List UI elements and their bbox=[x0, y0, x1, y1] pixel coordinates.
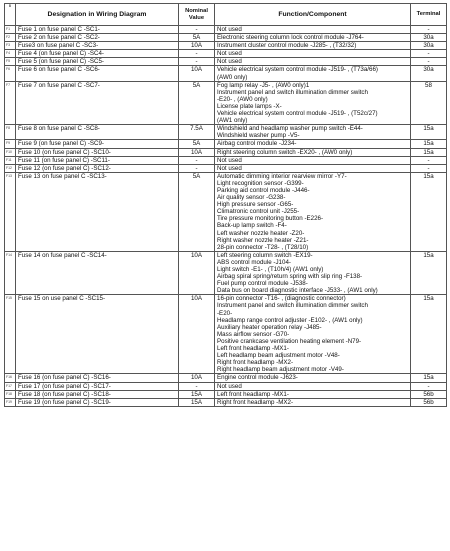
table-row bbox=[5, 164, 447, 172]
function-line: Fuel pump control module -J538- bbox=[217, 280, 308, 288]
function-line: Tire pressure monitoring button -E226- bbox=[217, 215, 324, 223]
row-function bbox=[215, 390, 411, 398]
row-terminal: - bbox=[411, 156, 447, 164]
row-function bbox=[215, 398, 411, 406]
table-row bbox=[5, 172, 447, 251]
row-designation: Fuse 11 (on fuse panel C) -SC11- bbox=[16, 156, 179, 164]
header-id: B bbox=[5, 4, 16, 26]
function-line: Right headlamp beam adjustment motor -V49- bbox=[217, 366, 344, 374]
function-line: Right front headlamp -MX2- bbox=[217, 398, 294, 406]
row-id: F11 bbox=[5, 156, 16, 164]
function-line: Not used bbox=[217, 50, 242, 58]
row-function bbox=[215, 148, 411, 156]
table-row bbox=[5, 50, 447, 58]
function-line: Engine control module -J623- bbox=[217, 374, 298, 382]
function-line: Fog lamp relay -J5- , (AW0 only)1 bbox=[217, 81, 310, 89]
row-id: F10 bbox=[5, 148, 16, 156]
row-terminal: 15a bbox=[411, 172, 447, 251]
row-nominal-value: 10A bbox=[179, 66, 215, 81]
function-line: -E20- , (AW0 only) bbox=[217, 95, 268, 103]
function-line: Left steering column switch -EX19- bbox=[217, 251, 313, 259]
row-nominal-value: - bbox=[179, 382, 215, 390]
function-line: Airbag spiral spring/return spring with slip ring -F138- bbox=[217, 273, 363, 281]
row-terminal: 30a bbox=[411, 66, 447, 81]
function-line: Parking aid control module -J446- bbox=[217, 186, 310, 194]
function-line: Positive crankcase ventilation heating element -N79- bbox=[217, 337, 362, 345]
row-designation: Fuse 9 (on fuse panel C) -SC9- bbox=[16, 140, 179, 148]
row-function bbox=[215, 58, 411, 66]
table-row bbox=[5, 251, 447, 295]
row-nominal-value: 10A bbox=[179, 251, 215, 295]
row-function bbox=[215, 374, 411, 382]
row-id: F15 bbox=[5, 295, 16, 374]
row-designation: Fuse 8 on fuse panel C -SC8- bbox=[16, 125, 179, 140]
row-designation: Fuse 13 on fuse panel C -SC13- bbox=[16, 172, 179, 251]
function-line: Right washer nozzle heater -Z21- bbox=[217, 236, 309, 244]
function-line: Left headlamp beam adjustment motor -V48- bbox=[217, 352, 340, 360]
row-terminal: - bbox=[411, 164, 447, 172]
function-line: Right steering column switch -EX20- , (AW0 only) bbox=[217, 148, 353, 156]
row-nominal-value: - bbox=[179, 26, 215, 34]
function-line: Instrument cluster control module -J285- , (T32/32) bbox=[217, 42, 357, 50]
row-id: F16 bbox=[5, 374, 16, 382]
row-id: F19 bbox=[5, 398, 16, 406]
function-line: Airbag control module -J234- bbox=[217, 140, 297, 148]
table-row bbox=[5, 42, 447, 50]
row-nominal-value: - bbox=[179, 50, 215, 58]
row-function bbox=[215, 382, 411, 390]
function-line: Right front headlamp -MX2- bbox=[217, 359, 294, 367]
row-designation: Fuse 6 on fuse panel C -SC6- bbox=[16, 66, 179, 81]
function-line: Vehicle electrical system control module -J519- , (T73a/66) bbox=[217, 66, 378, 74]
row-designation: Fuse 5 (on fuse panel C) -SC5- bbox=[16, 58, 179, 66]
row-terminal: 58 bbox=[411, 81, 447, 125]
row-designation: Fuse 14 on fuse panel C -SC14- bbox=[16, 251, 179, 295]
table-row bbox=[5, 374, 447, 382]
row-designation: Fuse 7 on fuse panel C -SC7- bbox=[16, 81, 179, 125]
row-id: F6 bbox=[5, 66, 16, 81]
row-function bbox=[215, 251, 411, 295]
table-row bbox=[5, 26, 447, 34]
table-row bbox=[5, 390, 447, 398]
function-line: -E20- bbox=[217, 309, 233, 317]
table-row bbox=[5, 140, 447, 148]
function-line: (AW0 only) bbox=[217, 73, 248, 81]
table-row bbox=[5, 66, 447, 81]
row-terminal: 15a bbox=[411, 125, 447, 140]
row-designation: Fuse3 on fuse panel C -SC3- bbox=[16, 42, 179, 50]
row-nominal-value: 5A bbox=[179, 172, 215, 251]
row-nominal-value: - bbox=[179, 164, 215, 172]
table-row bbox=[5, 382, 447, 390]
row-terminal: 15a bbox=[411, 140, 447, 148]
row-terminal: 15a bbox=[411, 295, 447, 374]
row-id: F9 bbox=[5, 140, 16, 148]
row-function bbox=[215, 50, 411, 58]
row-function bbox=[215, 164, 411, 172]
table-row bbox=[5, 58, 447, 66]
row-nominal-value: 10A bbox=[179, 374, 215, 382]
row-terminal: - bbox=[411, 382, 447, 390]
row-nominal-value: - bbox=[179, 58, 215, 66]
function-line: Data bus on board diagnostic interface -J533- , (AW1 only) bbox=[217, 287, 378, 295]
function-line: High pressure sensor -G65- bbox=[217, 201, 294, 209]
row-nominal-value: 10A bbox=[179, 42, 215, 50]
row-terminal: 15a bbox=[411, 374, 447, 382]
row-nominal-value: 5A bbox=[179, 34, 215, 42]
row-function bbox=[215, 34, 411, 42]
row-id: F17 bbox=[5, 382, 16, 390]
fuse-table bbox=[4, 3, 447, 407]
function-line: Vehicle electrical system control module -J519- , (T52c/27) bbox=[217, 110, 378, 118]
function-line: Left washer nozzle heater -Z20- bbox=[217, 229, 305, 237]
row-designation: Fuse 4 (on fuse panel C) -SC4- bbox=[16, 50, 179, 58]
function-line: Light recognition sensor -G399- bbox=[217, 179, 304, 187]
row-terminal: - bbox=[411, 26, 447, 34]
table-row bbox=[5, 295, 447, 374]
row-nominal-value: 10A bbox=[179, 295, 215, 374]
row-id: F14 bbox=[5, 251, 16, 295]
function-line: License plate lamps -X- bbox=[217, 102, 282, 110]
function-line: 28-pin connector -T28- , (T28/10) bbox=[217, 243, 309, 251]
function-line: Not used bbox=[217, 164, 242, 172]
row-designation: Fuse 15 on use panel C -SC15- bbox=[16, 295, 179, 374]
row-function bbox=[215, 125, 411, 140]
header-row bbox=[5, 4, 447, 26]
header-value-line1: Nominal bbox=[185, 7, 208, 14]
function-line: Climatronic control unit -J255- bbox=[217, 208, 300, 216]
row-function bbox=[215, 66, 411, 81]
function-line: Air quality sensor -G238- bbox=[217, 194, 286, 202]
function-line: Mass airflow sensor -G70- bbox=[217, 330, 290, 338]
header-nominal-value bbox=[179, 4, 215, 26]
row-id: F3 bbox=[5, 42, 16, 50]
row-terminal: 56b bbox=[411, 390, 447, 398]
fuse-table-body bbox=[5, 26, 447, 407]
row-id: F4 bbox=[5, 50, 16, 58]
row-function bbox=[215, 295, 411, 374]
row-function bbox=[215, 172, 411, 251]
row-designation: Fuse 1 on fuse panel C -SC1- bbox=[16, 26, 179, 34]
function-line: Instrument panel and switch illumination dimmer switch bbox=[217, 88, 368, 96]
row-id: F18 bbox=[5, 390, 16, 398]
table-row bbox=[5, 156, 447, 164]
row-designation: Fuse 19 (on fuse panel C) -SC19- bbox=[16, 398, 179, 406]
row-terminal: 15a bbox=[411, 251, 447, 295]
table-row bbox=[5, 34, 447, 42]
row-id: F1 bbox=[5, 26, 16, 34]
function-line: ABS control module -J104- bbox=[217, 258, 291, 266]
row-id: F7 bbox=[5, 81, 16, 125]
function-line: Not used bbox=[217, 156, 242, 164]
function-line: Left front headlamp -MX1- bbox=[217, 345, 289, 353]
header-function: Function/Component bbox=[215, 4, 411, 26]
row-designation: Fuse 17 (on fuse panel C) -SC17- bbox=[16, 382, 179, 390]
row-terminal: 56b bbox=[411, 398, 447, 406]
row-function bbox=[215, 81, 411, 125]
row-designation: Fuse 16 (on fuse panel C) -SC16- bbox=[16, 374, 179, 382]
row-terminal: 15a bbox=[411, 148, 447, 156]
function-line: Windshield washer pump -V5- bbox=[217, 132, 300, 140]
row-terminal: 30a bbox=[411, 42, 447, 50]
table-row bbox=[5, 81, 447, 125]
function-line: Auxiliary heater operation relay -J485- bbox=[217, 323, 322, 331]
row-terminal: 30a bbox=[411, 34, 447, 42]
table-row bbox=[5, 125, 447, 140]
row-nominal-value: 15A bbox=[179, 390, 215, 398]
table-row bbox=[5, 398, 447, 406]
header-value-line2: Value bbox=[188, 14, 205, 21]
function-line: Windshield and headlamp washer pump switch -E44- bbox=[217, 125, 363, 133]
function-line: (AW1 only) bbox=[217, 117, 248, 125]
row-id: F8 bbox=[5, 125, 16, 140]
row-id: F5 bbox=[5, 58, 16, 66]
function-line: Light switch -E1- , (T10h/4) (AW1 only) bbox=[217, 266, 324, 273]
function-line: Not used bbox=[217, 58, 242, 66]
table-row bbox=[5, 148, 447, 156]
function-line: Not used bbox=[217, 26, 242, 33]
fuse-table-sheet bbox=[4, 3, 446, 407]
row-id: F13 bbox=[5, 172, 16, 251]
function-line: 16-pin connector -T16- , (diagnostic connector) bbox=[217, 295, 346, 303]
row-designation: Fuse 2 on fuse panel C -SC2- bbox=[16, 34, 179, 42]
row-nominal-value: - bbox=[179, 156, 215, 164]
row-nominal-value: 5A bbox=[179, 140, 215, 148]
row-terminal: - bbox=[411, 58, 447, 66]
function-line: Headlamp range control adjuster -E102- , (AW1 only) bbox=[217, 316, 363, 324]
function-line: Not used bbox=[217, 382, 242, 390]
row-terminal: - bbox=[411, 50, 447, 58]
row-function bbox=[215, 26, 411, 34]
row-id: F12 bbox=[5, 164, 16, 172]
row-designation: Fuse 10 (on fuse panel C) -SC10- bbox=[16, 148, 179, 156]
header-terminal: Terminal bbox=[411, 4, 447, 26]
row-designation: Fuse 12 (on fuse panel C) -SC12- bbox=[16, 164, 179, 172]
function-line: Left front headlamp -MX1- bbox=[217, 390, 289, 398]
row-id: F2 bbox=[5, 34, 16, 42]
row-nominal-value: 10A bbox=[179, 148, 215, 156]
row-function bbox=[215, 156, 411, 164]
function-line: Electronic steering column lock control module -J764- bbox=[217, 34, 364, 42]
header-designation: Designation in Wiring Diagram bbox=[16, 4, 179, 26]
function-line: Back-up lamp switch -F4- bbox=[217, 222, 287, 230]
row-nominal-value: 7.5A bbox=[179, 125, 215, 140]
row-designation: Fuse 18 (on fuse panel C) -SC18- bbox=[16, 390, 179, 398]
row-function bbox=[215, 140, 411, 148]
row-function bbox=[215, 42, 411, 50]
function-line: Automatic dimming interior rearview mirror -Y7- bbox=[217, 172, 347, 180]
function-line: Instrument panel and switch illumination dimmer switch bbox=[217, 302, 368, 310]
row-nominal-value: 5A bbox=[179, 81, 215, 125]
row-nominal-value: 15A bbox=[179, 398, 215, 406]
